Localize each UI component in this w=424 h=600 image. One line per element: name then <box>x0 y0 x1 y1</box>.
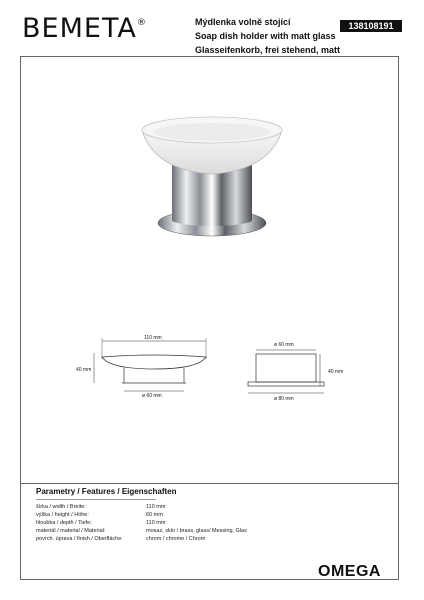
product-photo <box>120 100 300 250</box>
front-height-label: 40 mm <box>328 369 344 375</box>
product-code: 138108191 <box>340 20 402 32</box>
registered-mark: ® <box>136 18 147 28</box>
section-divider <box>20 483 399 484</box>
param-label: výška / height / Höhe: <box>36 512 89 518</box>
param-value: 110 mm <box>146 520 166 526</box>
title-en: Soap dish holder with matt glass <box>195 31 336 41</box>
side-view-drawing <box>76 335 224 403</box>
param-label: materiál / material / Material: <box>36 528 106 534</box>
front-base-label: ø 80 mm <box>274 396 294 402</box>
param-value: 110 mm <box>146 504 166 510</box>
top-diameter-label: ø 60 mm <box>274 342 294 348</box>
base-label: ø 60 mm <box>142 393 162 399</box>
param-value: chrom / chrome / Chrom <box>146 536 206 542</box>
brand-logo <box>22 14 170 44</box>
title-cz: Mýdlenka volně stojící <box>195 17 291 27</box>
param-value: mosaz, sklo / brass, glass/ Messing, Glas <box>146 528 247 534</box>
params-title-rule <box>36 499 156 500</box>
width-label: 110 mm <box>144 335 162 341</box>
collection-name: OMEGA <box>318 563 381 580</box>
param-label: hloubka / depth / Tiefe: <box>36 520 92 526</box>
param-label: šírka / width / Breite: <box>36 504 86 510</box>
param-value: 60 mm <box>146 512 163 518</box>
params-title: Parametry / Features / Eigenschaften <box>36 487 177 496</box>
param-label: povrch. úprava / finish / Oberfläche: <box>36 536 123 542</box>
height-label: 40 mm <box>76 367 92 373</box>
front-view-drawing <box>236 338 356 406</box>
title-de: Glasseifenkorb, frei stehend, matt <box>195 45 341 55</box>
logo-text: BEMETA <box>22 13 137 44</box>
